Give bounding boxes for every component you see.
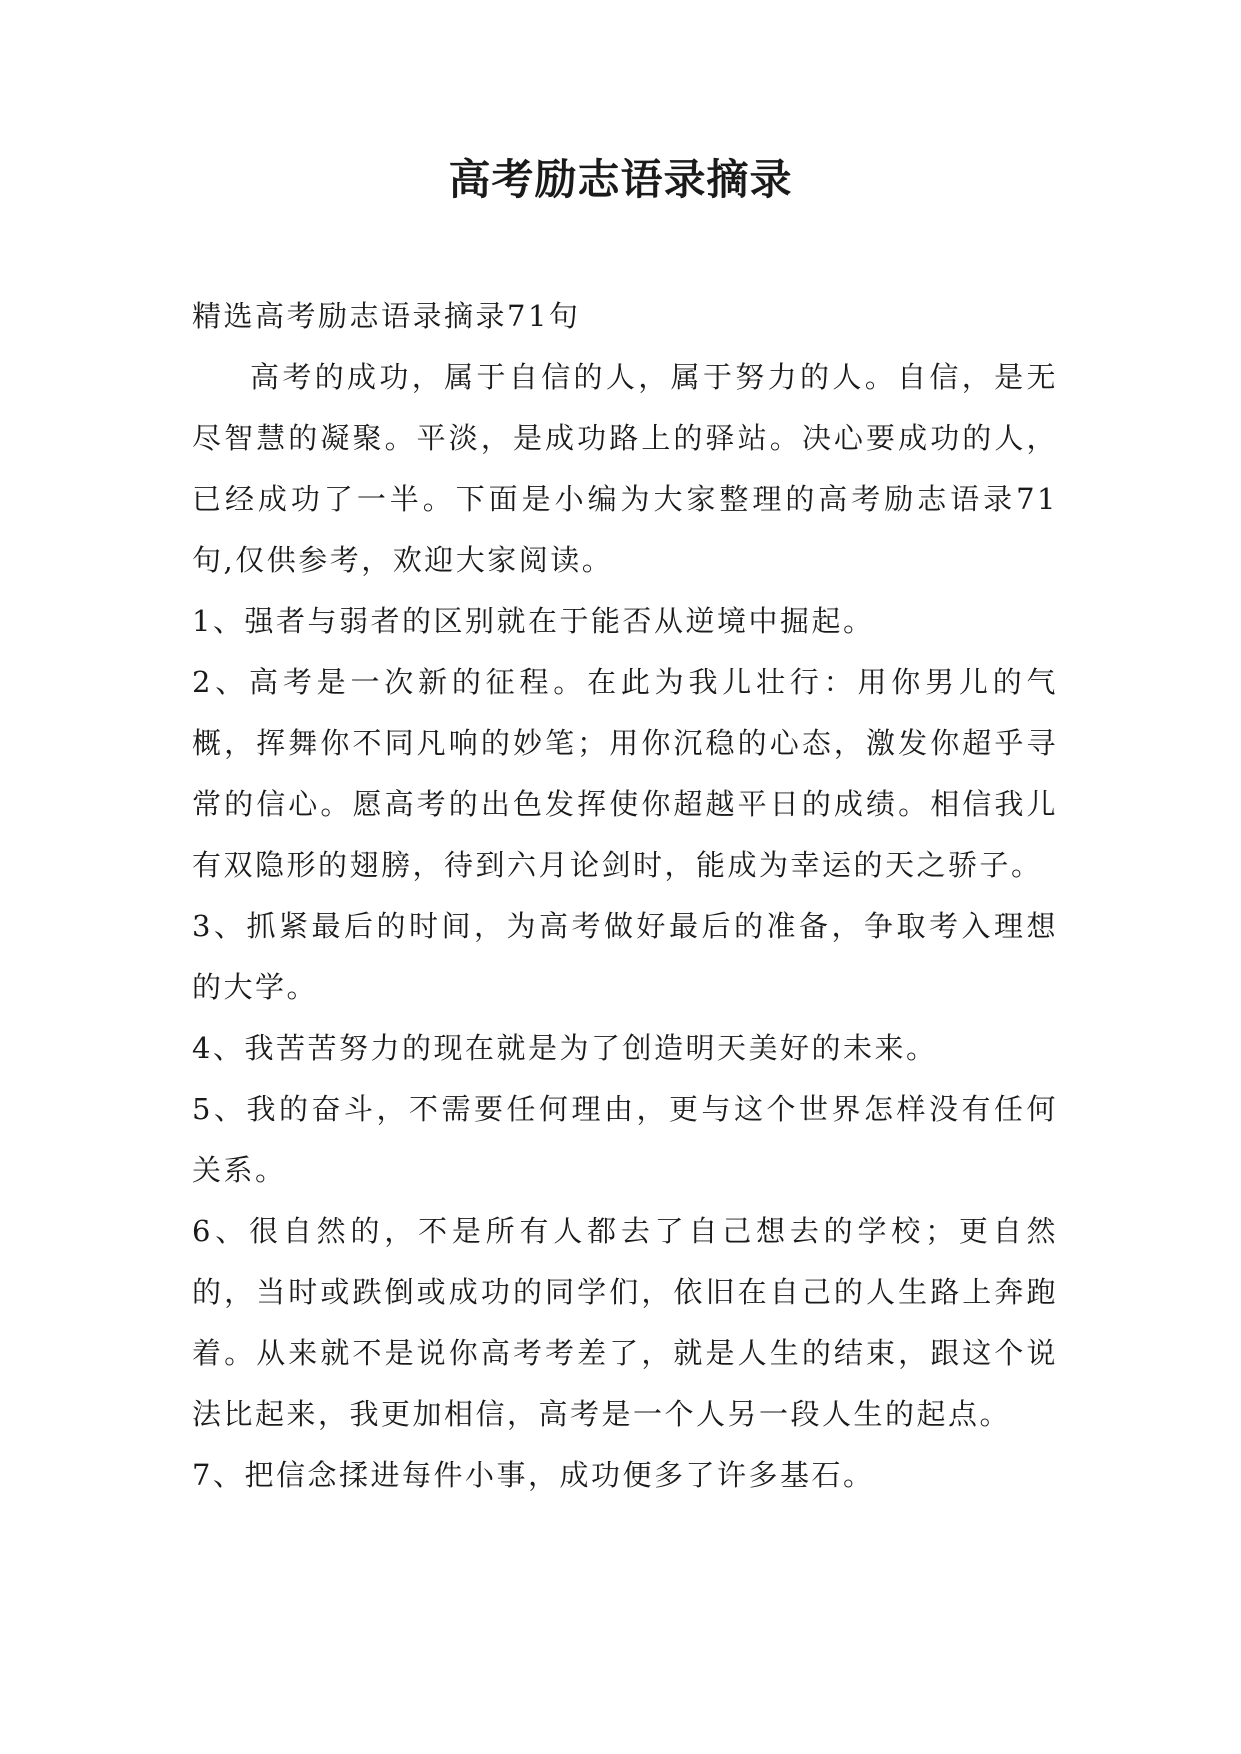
quote-item-2: 2、高考是一次新的征程。在此为我儿壮行：用你男儿的气概，挥舞你不同凡响的妙笔；用你沉稳的心态，激发你超乎寻常的信心。愿高考的出色发挥使你超越平日的成绩。相信我儿有双隐形的翅膀，待到六月论剑时，能成为幸运的天之骄子。 (192, 665, 1058, 882)
subtitle: 精选高考励志语录摘录71句 (192, 299, 581, 333)
quote-item-5: 5、我的奋斗，不需要任何理由，更与这个世界怎样没有任何关系。 (192, 1092, 1058, 1187)
quote-item-4: 4、我苦苦努力的现在就是为了创造明天美好的未来。 (192, 1031, 938, 1065)
intro-paragraph: 高考的成功，属于自信的人，属于努力的人。自信，是无尽智慧的凝聚。平淡，是成功路上的驿站。决心要成功的人，已经成功了一半。下面是小编为大家整理的高考励志语录71句,仅供参考，欢迎大家阅读。 (192, 360, 1058, 577)
document-body (192, 286, 1058, 1506)
quote-item-3: 3、抓紧最后的时间，为高考做好最后的准备，争取考入理想的大学。 (192, 909, 1058, 1004)
quote-item-6: 6、很自然的，不是所有人都去了自己想去的学校；更自然的，当时或跌倒或成功的同学们，依旧在自己的人生路上奔跑着。从来就不是说你高考考差了，就是人生的结束，跟这个说法比起来，我更加相信，高考是一个人另一段人生的起点。 (192, 1214, 1058, 1431)
document-title: 高考励志语录摘录 (448, 155, 793, 204)
quote-item-7: 7、把信念揉进每件小事，成功便多了许多基石。 (192, 1458, 875, 1492)
quote-item-1: 1、强者与弱者的区别就在于能否从逆境中掘起。 (192, 604, 875, 638)
